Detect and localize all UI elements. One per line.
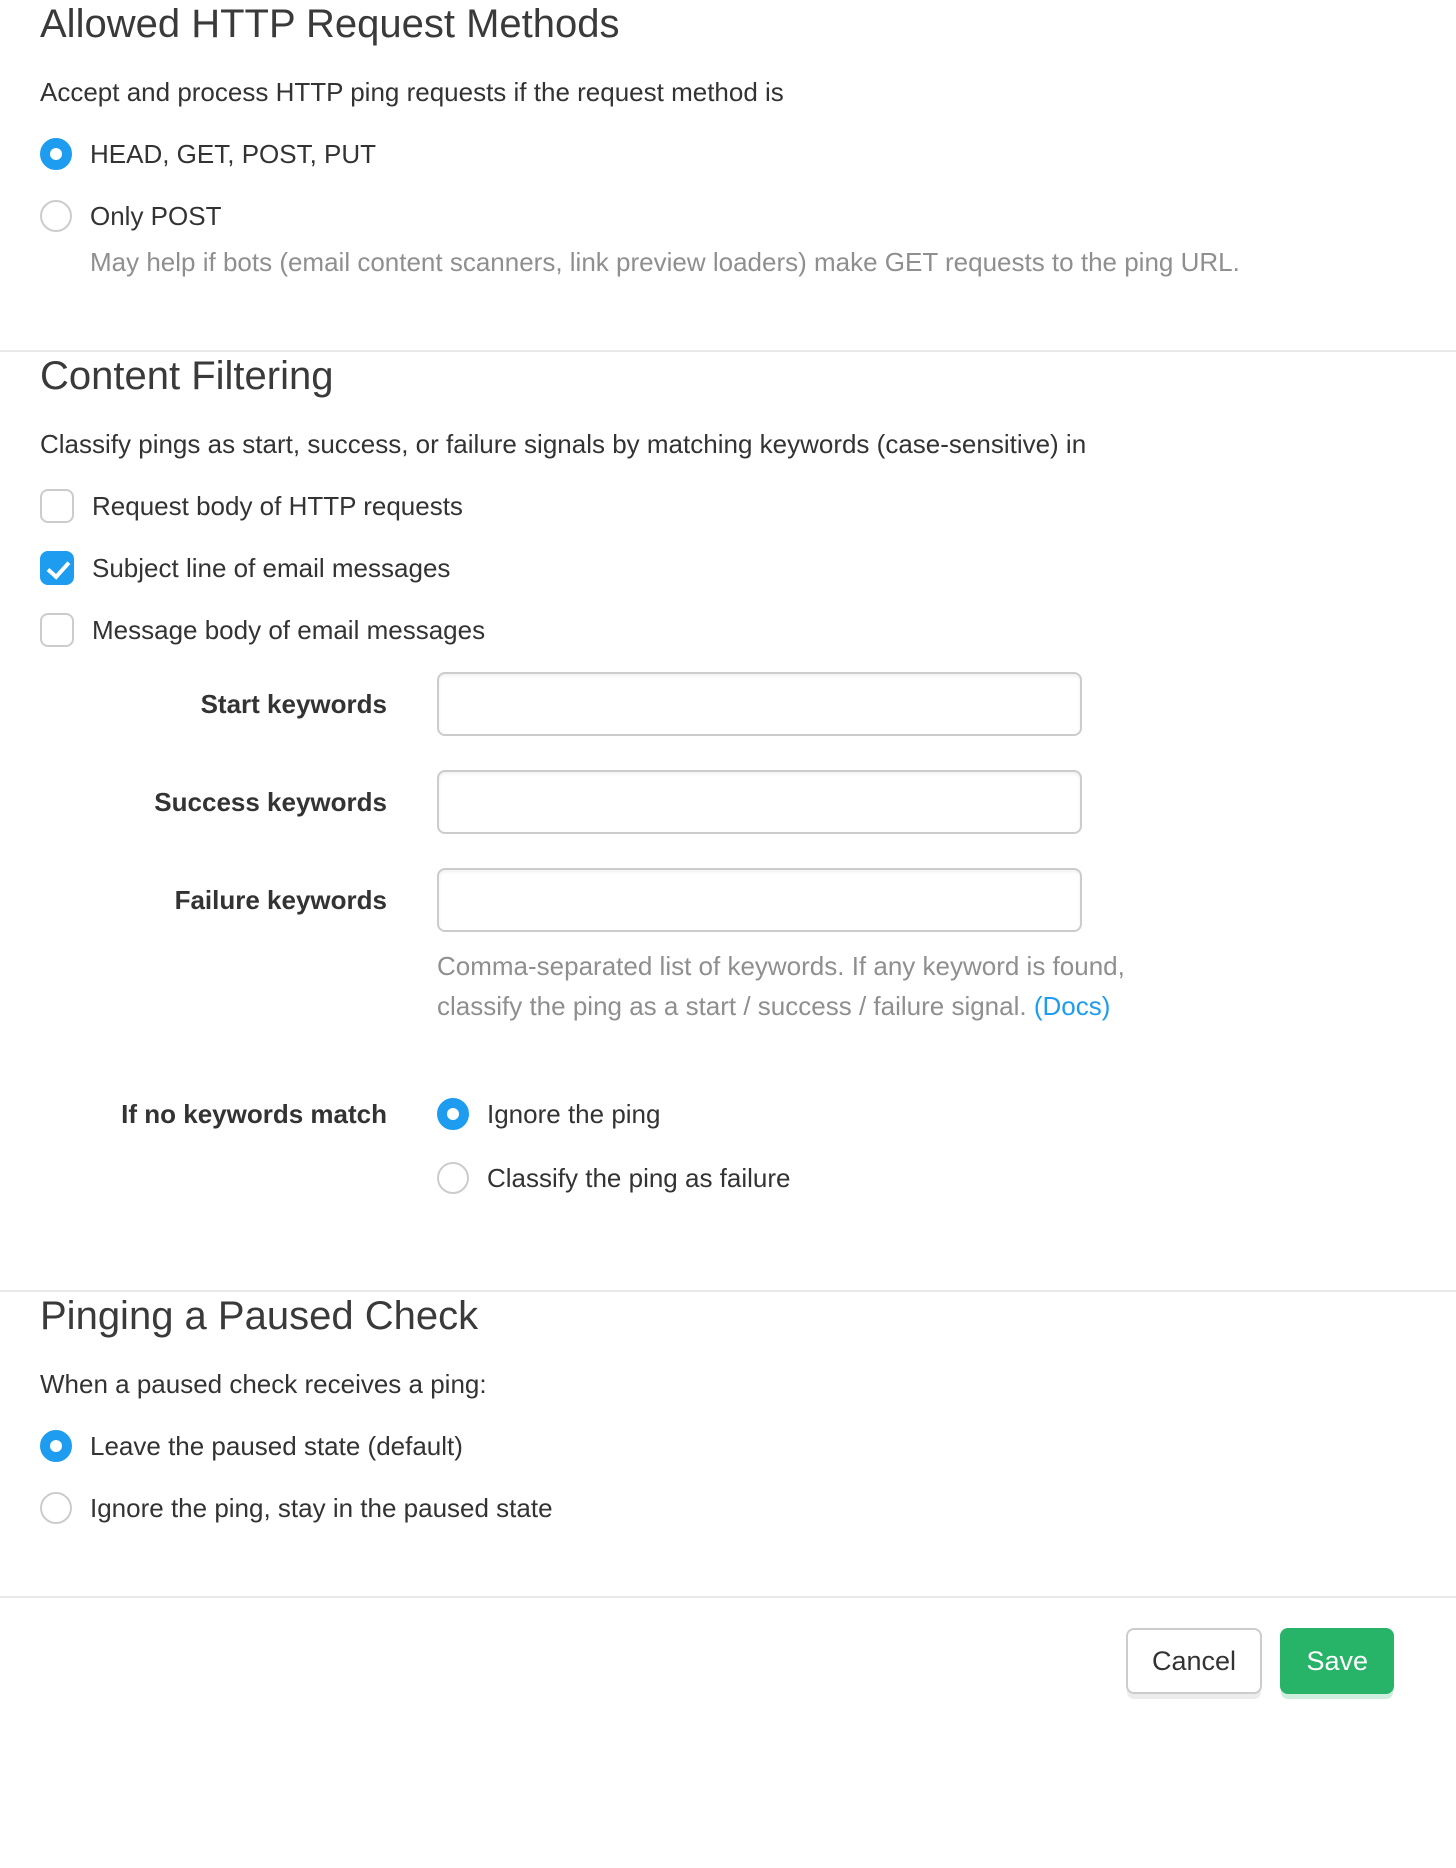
keywords-help-line2: classify the ping as a start / success / failure signal. [437,991,1027,1021]
radio-row-stay-paused [40,1484,1416,1532]
cancel-button[interactable]: Cancel [1126,1628,1262,1694]
http-methods-intro: Accept and process HTTP ping requests if the request method is [40,77,784,107]
failure-keywords-input[interactable] [437,868,1082,932]
leave-paused-radio[interactable] [40,1430,72,1462]
message-body-label[interactable]: Message body of email messages [92,615,486,645]
methods-all-radio[interactable] [40,138,72,170]
start-keywords-input[interactable] [437,672,1082,736]
no-match-fail-radio[interactable] [437,1162,469,1194]
methods-all-label[interactable]: HEAD, GET, POST, PUT [90,139,377,169]
failure-keywords-label: Failure keywords [174,884,387,915]
form-footer [40,1628,1416,1694]
radio-row-methods-all [40,130,1416,178]
content-filtering-intro: Classify pings as start, success, or failure signals by matching keywords (case-sensitive) in [40,429,1087,459]
radio-row-leave-paused [40,1422,1416,1470]
save-button[interactable]: Save [1280,1628,1394,1694]
footer-divider [0,1596,1456,1598]
form-row-success-keywords [40,770,1416,834]
radio-row-classify-failure [437,1154,790,1202]
form-row-start-keywords [40,672,1416,736]
success-keywords-input[interactable] [437,770,1082,834]
docs-link[interactable]: (Docs) [1033,991,1111,1021]
radio-row-ignore-ping [437,1090,790,1138]
methods-only-post-radio[interactable] [40,200,72,232]
checkbox-row-message-body [40,606,1416,654]
section-content-filtering [40,352,1416,1202]
no-match-label: If no keywords match [121,1099,387,1129]
stay-paused-label[interactable]: Ignore the ping, stay in the paused state [90,1493,553,1523]
no-match-ignore-radio[interactable] [437,1098,469,1130]
section-http-methods [40,0,1416,280]
section-paused-check [40,1292,1416,1532]
success-keywords-label: Success keywords [154,786,387,817]
methods-only-post-label[interactable]: Only POST [90,201,222,231]
message-body-checkbox[interactable] [40,613,74,647]
subject-line-checkbox[interactable] [40,551,74,585]
keywords-help-line1: Comma-separated list of keywords. If any keyword is found, [437,951,1125,981]
leave-paused-label[interactable]: Leave the paused state (default) [90,1431,463,1461]
no-match-ignore-label[interactable]: Ignore the ping [487,1099,661,1129]
no-match-fail-label[interactable]: Classify the ping as failure [487,1163,791,1193]
form-row-no-match [40,1090,1416,1202]
start-keywords-label: Start keywords [200,688,387,719]
request-body-label[interactable]: Request body of HTTP requests [92,491,463,521]
request-body-checkbox[interactable] [40,489,74,523]
methods-only-post-help: May help if bots (email content scanners, link preview loaders) make GET requests to the ping URL. [90,247,1240,277]
subject-line-label[interactable]: Subject line of email messages [92,553,451,583]
form-row-failure-keywords [40,868,1416,932]
radio-row-methods-post [40,192,1416,240]
page-title: Allowed HTTP Request Methods [40,2,620,46]
paused-check-title: Pinging a Paused Check [40,1294,479,1338]
checkbox-row-subject-line [40,544,1416,592]
content-filtering-title: Content Filtering [40,354,334,398]
paused-check-intro: When a paused check receives a ping: [40,1369,487,1399]
keywords-help-text [437,946,1397,1026]
stay-paused-radio[interactable] [40,1492,72,1524]
checkbox-row-request-body [40,482,1416,530]
